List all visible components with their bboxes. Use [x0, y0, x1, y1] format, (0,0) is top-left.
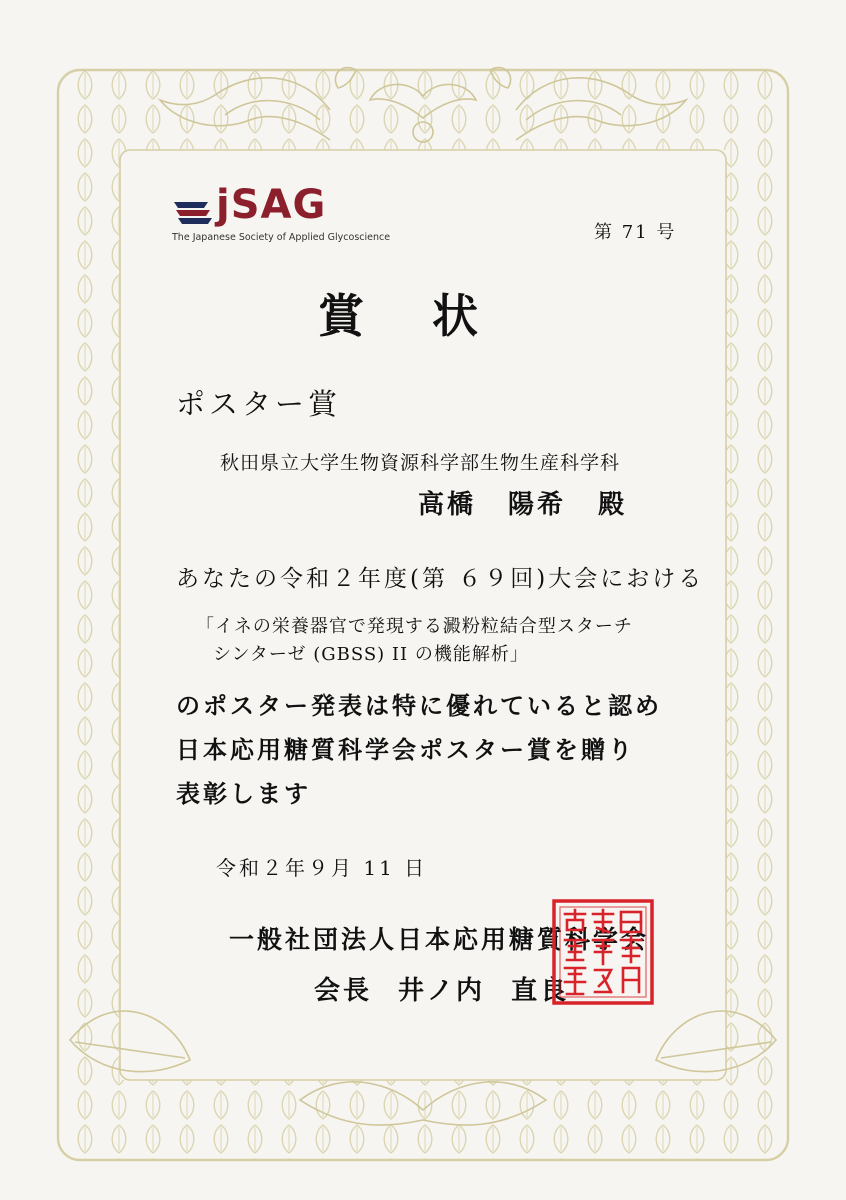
- jsag-logo: [172, 182, 391, 250]
- body-line-4: 表彰します: [176, 779, 311, 808]
- recipient-affiliation: 秋田県立大学生物資源科学部生物生産科学科: [220, 452, 621, 474]
- logo-subtitle: The Japanese Society of Applied Glycoscience: [172, 232, 391, 243]
- certificate-number: 第 71 号: [594, 222, 677, 243]
- body-line-3: 日本応用糖質科学会ポスター賞を贈り: [176, 735, 635, 764]
- logo-flag-icon: [174, 200, 214, 228]
- organization-name: 一般社団法人日本応用糖質科学会: [229, 925, 650, 954]
- official-seal: [551, 898, 655, 1006]
- presentation-title-line-2: シンターゼ (GBSS) II の機能解析」: [213, 644, 529, 665]
- president-signature: 会長 井ノ内 直良: [314, 976, 570, 1006]
- logo-wordmark: jSAG: [216, 182, 327, 228]
- issue-date: 令和２年９月 11 日: [216, 856, 428, 880]
- recipient-name: 高橋 陽希 殿: [418, 490, 628, 520]
- certificate-title: 賞状: [318, 289, 546, 343]
- body-line-2: のポスター発表は特に優れていると認め: [176, 691, 662, 720]
- presentation-title-line-1: 「イネの栄養器官で発現する澱粉粒結合型スターチ: [196, 616, 633, 637]
- body-line-1: あなたの令和２年度(第 ６９回)大会における: [176, 566, 705, 592]
- award-name: ポスター賞: [176, 387, 342, 421]
